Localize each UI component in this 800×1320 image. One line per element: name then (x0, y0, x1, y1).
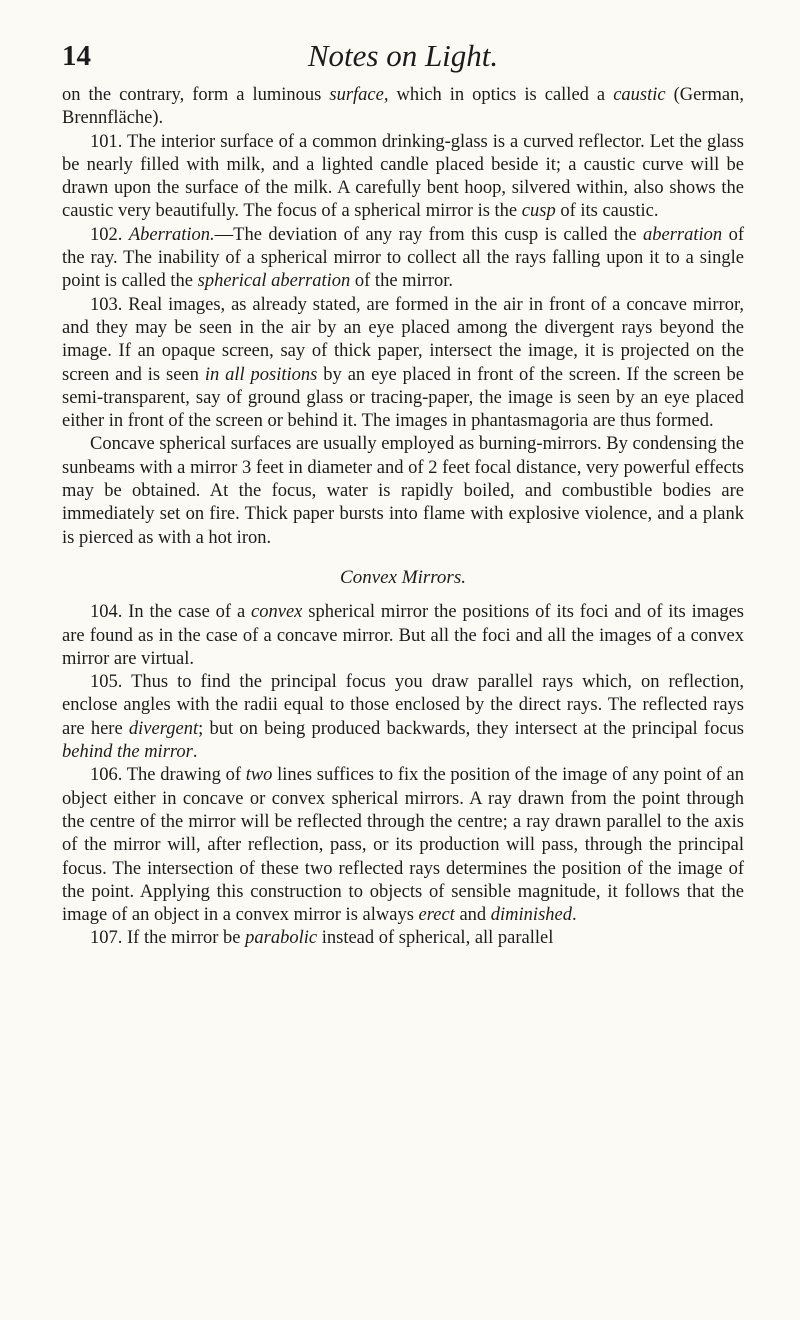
running-head (62, 38, 744, 82)
section-heading: Convex Mirrors. (340, 566, 466, 588)
text-run: of its caustic. (555, 201, 659, 222)
text-run: of the ray. The inability of a spherical mirror to collect all the rays falling upon it to a single point is called the (62, 224, 744, 292)
text-run: (German, Brennfläche). (62, 85, 744, 129)
text-run: . (572, 905, 577, 926)
running-title: Notes on Light. (307, 38, 499, 73)
text-run: instead of spherical, all parallel (317, 928, 554, 949)
paragraph-102 (62, 224, 744, 294)
paragraph-101 (62, 131, 744, 224)
paragraph-number: 105. (90, 672, 123, 693)
text-run: The interior surface of a common drinking-glass is a curved reflector. Let the glass be nearly filled with milk, and a lighted candle placed beside it; a caustic curve will be drawn upon the surface of the milk. A carefully bent hoop, silvered within, also shows the caustic very beautifully. The focus of a spherical mirror is the (62, 131, 744, 222)
paragraph-number: 107. (90, 928, 123, 949)
text-run: —The deviation of any ray from this cusp is called the (214, 224, 643, 245)
paragraph-104 (62, 601, 744, 671)
italic-term: convex (251, 602, 303, 623)
text-run: The drawing of (122, 765, 246, 786)
italic-term: diminished (490, 905, 572, 926)
italic-term: divergent (128, 718, 199, 739)
paragraph-103 (62, 294, 744, 434)
text-run: of the mirror. (350, 271, 454, 292)
text-run: lines suffices to fix the position of the image of any point of an object either in concave or convex spherical mirrors. A ray drawn from the point through the centre of the mirror will be reflected through the centre; a ray drawn parallel to the axis of the mirror will, after reflection, pass, or its production will pass, through the principal focus. The intersection of these two reflected rays determines the position of the image of the point. Applying this construction to objects of sensible magnitude, it follows that the image of an object in a convex mirror is always (62, 765, 744, 926)
paragraph-107 (62, 927, 744, 950)
paragraph-intro (62, 84, 744, 131)
italic-term: in all positions (204, 364, 318, 385)
paragraph-number: 104. (90, 602, 123, 623)
italic-term: aberration (643, 224, 723, 245)
paragraph-103-continued (62, 433, 744, 549)
text-run: and (454, 905, 491, 926)
paragraph-105 (62, 671, 744, 764)
italic-term: two (245, 765, 273, 786)
paragraph-number: 102. (90, 224, 123, 245)
paragraph-number: 106. (90, 765, 123, 786)
text-run: Thus to find the principal focus you draw parallel rays which, on reflection, enclose angles with the radii equal to those enclosed by the direct rays. The reflected rays are here (62, 672, 744, 739)
paragraph-number: 103. (90, 294, 123, 315)
text-run: Concave spherical surfaces are usually employed as burning-mirrors. By condensing the sunbeams with a mirror 3 feet in diameter and of 2 feet focal distance, very powerful effects may be obtained. At the focus, water is rapidly boiled, and combustible bodies are immediately set on fire. Thick paper bursts into flame with explosive violence, and a plank is pierced as with a hot iron. (62, 434, 744, 548)
text-run: ; but on being produced backwards, they intersect at the principal focus (198, 718, 744, 739)
text-run: by an eye placed in front of the screen. If the screen be semi-transparent, say of ground glass or tracing-paper, the image is seen by an eye placed either in front of the screen or behind it. The images in phantasmagoria are thus formed. (62, 364, 744, 432)
italic-term: spherical aberration (197, 271, 351, 292)
text-run: In the case of a (122, 602, 252, 623)
body-text (62, 84, 744, 951)
paragraph-106 (62, 764, 744, 927)
text-run: on the contrary, form a luminous (62, 85, 330, 105)
italic-term: caustic (613, 85, 666, 105)
text-run: spherical mirror the positions of its foci and of its images are found as in the case of a concave mirror. But all the foci and all the images of a convex mirror are virtual. (62, 602, 745, 669)
paragraph-number: 101. (90, 131, 123, 152)
text-run: which in optics is called a (388, 85, 614, 105)
italic-term: surface, (329, 85, 389, 105)
italic-term: parabolic (245, 928, 318, 949)
italic-term: behind the mirror (62, 742, 193, 763)
text-run: Real images, as already stated, are formed in the air in front of a concave mirror, and they may be seen in the air by an eye placed among the divergent rays beyond the image. If an opaque screen, say of thick paper, intersect the image, it is projected on the screen and is seen (62, 294, 744, 385)
text-run: If the mirror be (122, 928, 246, 949)
italic-term: cusp (521, 201, 556, 222)
page-number: 14 (62, 40, 91, 72)
text-run: . (192, 742, 198, 763)
italic-term: erect (418, 905, 455, 926)
italic-subheading: Aberration. (128, 224, 215, 245)
